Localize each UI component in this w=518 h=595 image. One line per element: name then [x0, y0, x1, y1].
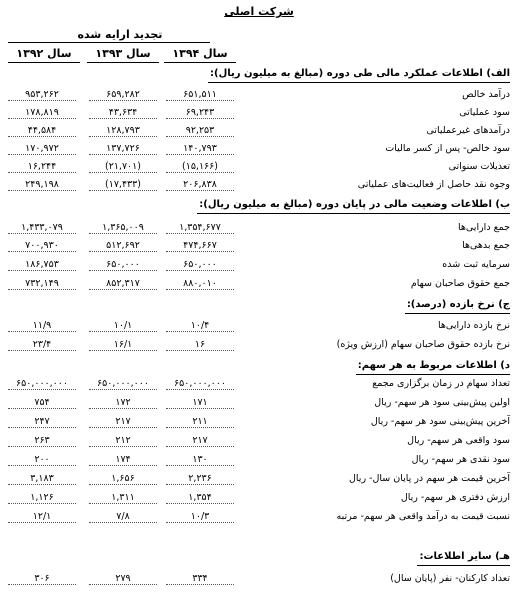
table-row	[0, 470, 518, 488]
row-label: وجوه نقد حاصل از فعالیت‌های عملیاتی	[357, 179, 510, 190]
dotted-rule	[166, 136, 234, 137]
dotted-rule	[89, 389, 157, 390]
section-header	[0, 296, 518, 314]
value-cell: ۲۶۳	[34, 435, 50, 446]
row-label: نرخ بازده حقوق صاحبان سهام (ارزش ویژه)	[336, 339, 510, 350]
row-label: درآمد خالص	[462, 89, 510, 100]
dotted-rule	[89, 289, 157, 290]
dotted-rule	[8, 100, 76, 101]
value-cell: ۹۲,۲۵۳	[185, 125, 215, 136]
row-label: تعدیلات سنواتی	[448, 161, 510, 172]
value-cell: ۱۲/۱	[32, 511, 52, 522]
row-label: سود نقدی هر سهم- ریال	[411, 454, 510, 465]
restated-label: تجدید ارایه شده	[77, 28, 163, 41]
dotted-rule	[8, 233, 76, 234]
value-cell: ۶۵۰,۰۰۰,۰۰۰	[97, 378, 149, 389]
table-row	[0, 432, 518, 450]
table-row	[0, 489, 518, 507]
section-label: د) اطلاعات مربوط به هر سهم:	[357, 360, 510, 371]
row-label: سود خالص- پس از کسر مالیات	[385, 143, 510, 154]
dotted-rule	[8, 136, 76, 137]
dotted-rule	[166, 503, 234, 504]
dotted-rule	[8, 484, 76, 485]
dotted-rule	[8, 427, 76, 428]
dotted-rule	[89, 584, 157, 585]
dotted-rule	[8, 251, 76, 252]
dotted-rule	[8, 584, 76, 585]
dotted-rule	[8, 172, 76, 173]
value-cell: ۶۵۰,۰۰۰,۰۰۰	[174, 378, 226, 389]
table-row	[0, 336, 518, 354]
value-cell: ۲۰۰	[34, 454, 50, 465]
value-cell: ۳,۱۸۳	[30, 473, 54, 484]
column-header-1394: سال ۱۳۹۴	[172, 47, 228, 60]
dotted-rule	[166, 100, 234, 101]
dotted-rule	[89, 251, 157, 252]
dotted-rule	[89, 118, 157, 119]
blank-row	[0, 530, 518, 548]
section-header	[0, 357, 518, 375]
value-cell: ۱,۳۵۴	[188, 492, 212, 503]
dotted-rule	[166, 484, 234, 485]
dotted-rule	[166, 154, 234, 155]
dotted-rule	[166, 389, 234, 390]
row-label: جمع حقوق صاحبان سهام	[410, 278, 510, 289]
dotted-rule	[166, 251, 234, 252]
value-cell: ۱۷۰,۹۷۲	[25, 143, 59, 154]
value-cell: ۳۰۶	[34, 573, 50, 584]
value-cell: ۱۳۷,۷۲۶	[106, 143, 140, 154]
table-row	[0, 237, 518, 255]
table-row	[0, 256, 518, 274]
table-row	[0, 158, 518, 176]
section-underline	[417, 565, 510, 566]
column-header-1392: سال ۱۳۹۲	[16, 47, 72, 60]
row-label: تعداد سهام در زمان برگزاری مجمع	[372, 378, 510, 389]
value-cell: ۶۹,۲۴۳	[185, 107, 215, 118]
row-label: درآمدهای غیرعملیاتی	[426, 125, 510, 136]
dotted-rule	[8, 190, 76, 191]
value-cell: ۲۰۶,۸۳۸	[183, 179, 217, 190]
table-row	[0, 451, 518, 469]
value-cell: ۱,۳۱۱	[111, 492, 135, 503]
table-row	[0, 86, 518, 104]
value-cell: ۲۱۷	[192, 435, 208, 446]
value-cell: ۱,۳۵۴,۶۷۷	[179, 222, 221, 233]
value-cell: ۷۵۴	[34, 397, 50, 408]
dotted-rule	[89, 350, 157, 351]
value-cell: ۷۳۲,۱۴۹	[25, 278, 59, 289]
row-label: سود واقعی هر سهم- ریال	[407, 435, 510, 446]
value-cell: ۶۵۱,۵۱۱	[183, 89, 217, 100]
dotted-rule	[8, 522, 76, 523]
dotted-rule	[89, 503, 157, 504]
section-underline	[405, 313, 510, 314]
value-cell: ۲,۲۳۶	[188, 473, 212, 484]
table-row	[0, 570, 518, 588]
dotted-rule	[89, 331, 157, 332]
value-cell: ۶۵۰,۰۰۰	[183, 259, 217, 270]
value-cell: ۱۷۲	[115, 397, 131, 408]
dotted-rule	[166, 118, 234, 119]
table-row	[0, 394, 518, 412]
value-cell: ۱,۳۶۵,۰۰۹	[102, 222, 144, 233]
value-cell: ۲۳/۴	[32, 339, 52, 350]
value-cell: ۶۵۰,۰۰۰	[106, 259, 140, 270]
value-cell: ۱,۴۳۳,۰۷۹	[21, 222, 63, 233]
dotted-rule	[166, 331, 234, 332]
value-cell: ۱,۱۲۶	[30, 492, 54, 503]
value-cell: ۱۶	[194, 339, 206, 350]
value-cell: ۲۱۷	[115, 416, 131, 427]
dotted-rule	[166, 427, 234, 428]
value-cell: ۶۵۰,۰۰۰,۰۰۰	[16, 378, 68, 389]
value-cell: ۱۴۰,۷۹۳	[183, 143, 217, 154]
value-cell: (۲۱,۷۰۱)	[105, 161, 141, 172]
row-label: جمع دارایی‌ها	[457, 222, 510, 233]
value-cell: ۱۶,۲۴۴	[27, 161, 57, 172]
value-cell: ۲۱۲	[115, 435, 131, 446]
dotted-rule	[166, 465, 234, 466]
dotted-rule	[8, 331, 76, 332]
table-row	[0, 375, 518, 393]
dotted-rule	[8, 503, 76, 504]
row-label: اولین پیش‌بینی سود هر سهم- ریال	[374, 397, 510, 408]
section-underline	[208, 82, 510, 83]
row-label: جمع بدهی‌ها	[462, 240, 510, 251]
value-cell: ۱۳۰	[192, 454, 208, 465]
restated-underline	[8, 42, 210, 43]
dotted-rule	[89, 484, 157, 485]
table-row	[0, 176, 518, 194]
dotted-rule	[166, 522, 234, 523]
value-cell: (۱۵,۱۶۶)	[182, 161, 218, 172]
value-cell: ۱,۶۵۶	[111, 473, 135, 484]
dotted-rule	[89, 465, 157, 466]
value-cell: ۱۲۸,۷۹۳	[106, 125, 140, 136]
page-title: شرکت اصلی	[224, 5, 294, 18]
column-header-1393: سال ۱۳۹۳	[95, 47, 151, 60]
value-cell: ۵۱۲,۶۹۲	[106, 240, 140, 251]
row-label: سود عملیاتی	[459, 107, 510, 118]
table-row	[0, 104, 518, 122]
table-row	[0, 219, 518, 237]
value-cell: ۶۵۹,۲۸۲	[106, 89, 140, 100]
dotted-rule	[89, 446, 157, 447]
dotted-rule	[166, 190, 234, 191]
dotted-rule	[8, 408, 76, 409]
section-label: الف) اطلاعات عملکرد مالی طی دوره (مبالغ به میلیون ریال):	[210, 68, 510, 79]
dotted-rule	[166, 350, 234, 351]
dotted-rule	[89, 427, 157, 428]
table-row	[0, 140, 518, 158]
value-cell: ۱۶/۱	[113, 339, 133, 350]
value-cell: ۱۷۱	[192, 397, 208, 408]
dotted-rule	[8, 270, 76, 271]
column-header-underline	[164, 62, 236, 63]
dotted-rule	[8, 289, 76, 290]
dotted-rule	[166, 172, 234, 173]
row-label: آخرین پیش‌بینی سود هر سهم- ریال	[370, 416, 510, 427]
column-header-underline	[87, 62, 159, 63]
value-cell: ۴۳,۶۳۴	[108, 107, 138, 118]
table-row	[0, 508, 518, 526]
dotted-rule	[89, 154, 157, 155]
dotted-rule	[166, 289, 234, 290]
table-row	[0, 317, 518, 335]
dotted-rule	[166, 446, 234, 447]
row-label: ارزش دفتری هر سهم- ریال	[400, 492, 510, 503]
row-label: نرخ بازده دارایی‌ها	[438, 320, 510, 331]
value-cell: ۳۳۴	[192, 573, 208, 584]
value-cell: ۱۰/۱	[113, 320, 133, 331]
table-row	[0, 413, 518, 431]
dotted-rule	[8, 446, 76, 447]
value-cell: ۷/۸	[116, 511, 130, 522]
value-cell: ۸۸۰,۰۱۰	[183, 278, 217, 289]
value-cell: ۲۴۷	[34, 416, 50, 427]
dotted-rule	[8, 389, 76, 390]
value-cell: ۸۵۲,۳۱۷	[106, 278, 140, 289]
dotted-rule	[8, 118, 76, 119]
value-cell: ۴۷۴,۶۶۷	[183, 240, 217, 251]
table-row	[0, 275, 518, 293]
section-label: ب) اطلاعات وضعیت مالی در پایان دوره (مبالغ به میلیون ریال):	[199, 199, 510, 210]
value-cell: ۲۴۹,۱۹۸	[25, 179, 59, 190]
dotted-rule	[166, 270, 234, 271]
value-cell: ۹۵۳,۲۶۲	[25, 89, 59, 100]
value-cell: ۷۰۰,۹۳۰	[25, 240, 59, 251]
value-cell: ۱۸۶,۷۵۳	[25, 259, 59, 270]
dotted-rule	[166, 233, 234, 234]
value-cell: ۱۷۸,۸۱۹	[25, 107, 59, 118]
dotted-rule	[89, 233, 157, 234]
dotted-rule	[89, 100, 157, 101]
value-cell: ۱۱/۹	[32, 320, 52, 331]
value-cell: ۴۴,۵۸۴	[27, 125, 57, 136]
dotted-rule	[89, 190, 157, 191]
dotted-rule	[166, 584, 234, 585]
value-cell: (۱۷,۴۳۳)	[105, 179, 141, 190]
row-label: نسبت قیمت به درآمد واقعی هر سهم- مرتبه	[336, 511, 510, 522]
table-row	[0, 122, 518, 140]
value-cell: ۲۷۹	[115, 573, 131, 584]
dotted-rule	[8, 465, 76, 466]
section-underline	[197, 213, 510, 214]
section-header	[0, 196, 518, 214]
row-label: تعداد کارکنان- نفر (پایان سال)	[390, 573, 510, 584]
dotted-rule	[8, 154, 76, 155]
section-header	[0, 548, 518, 566]
column-header-underline	[8, 62, 80, 63]
dotted-rule	[8, 350, 76, 351]
dotted-rule	[89, 136, 157, 137]
dotted-rule	[89, 522, 157, 523]
row-label: آخرین قیمت هر سهم در پایان سال- ریال	[349, 473, 510, 484]
dotted-rule	[89, 172, 157, 173]
value-cell: ۱۷۴	[115, 454, 131, 465]
value-cell: ۱۰/۴	[190, 320, 210, 331]
section-label: هـ) سایر اطلاعات:	[419, 551, 510, 562]
value-cell: ۱۰/۳	[190, 511, 210, 522]
value-cell: ۲۱۱	[192, 416, 208, 427]
dotted-rule	[166, 408, 234, 409]
row-label: سرمایه ثبت شده	[442, 259, 510, 270]
dotted-rule	[89, 408, 157, 409]
dotted-rule	[89, 270, 157, 271]
section-label: ج) نرخ بازده (درصد):	[406, 299, 510, 310]
section-header	[0, 65, 518, 83]
